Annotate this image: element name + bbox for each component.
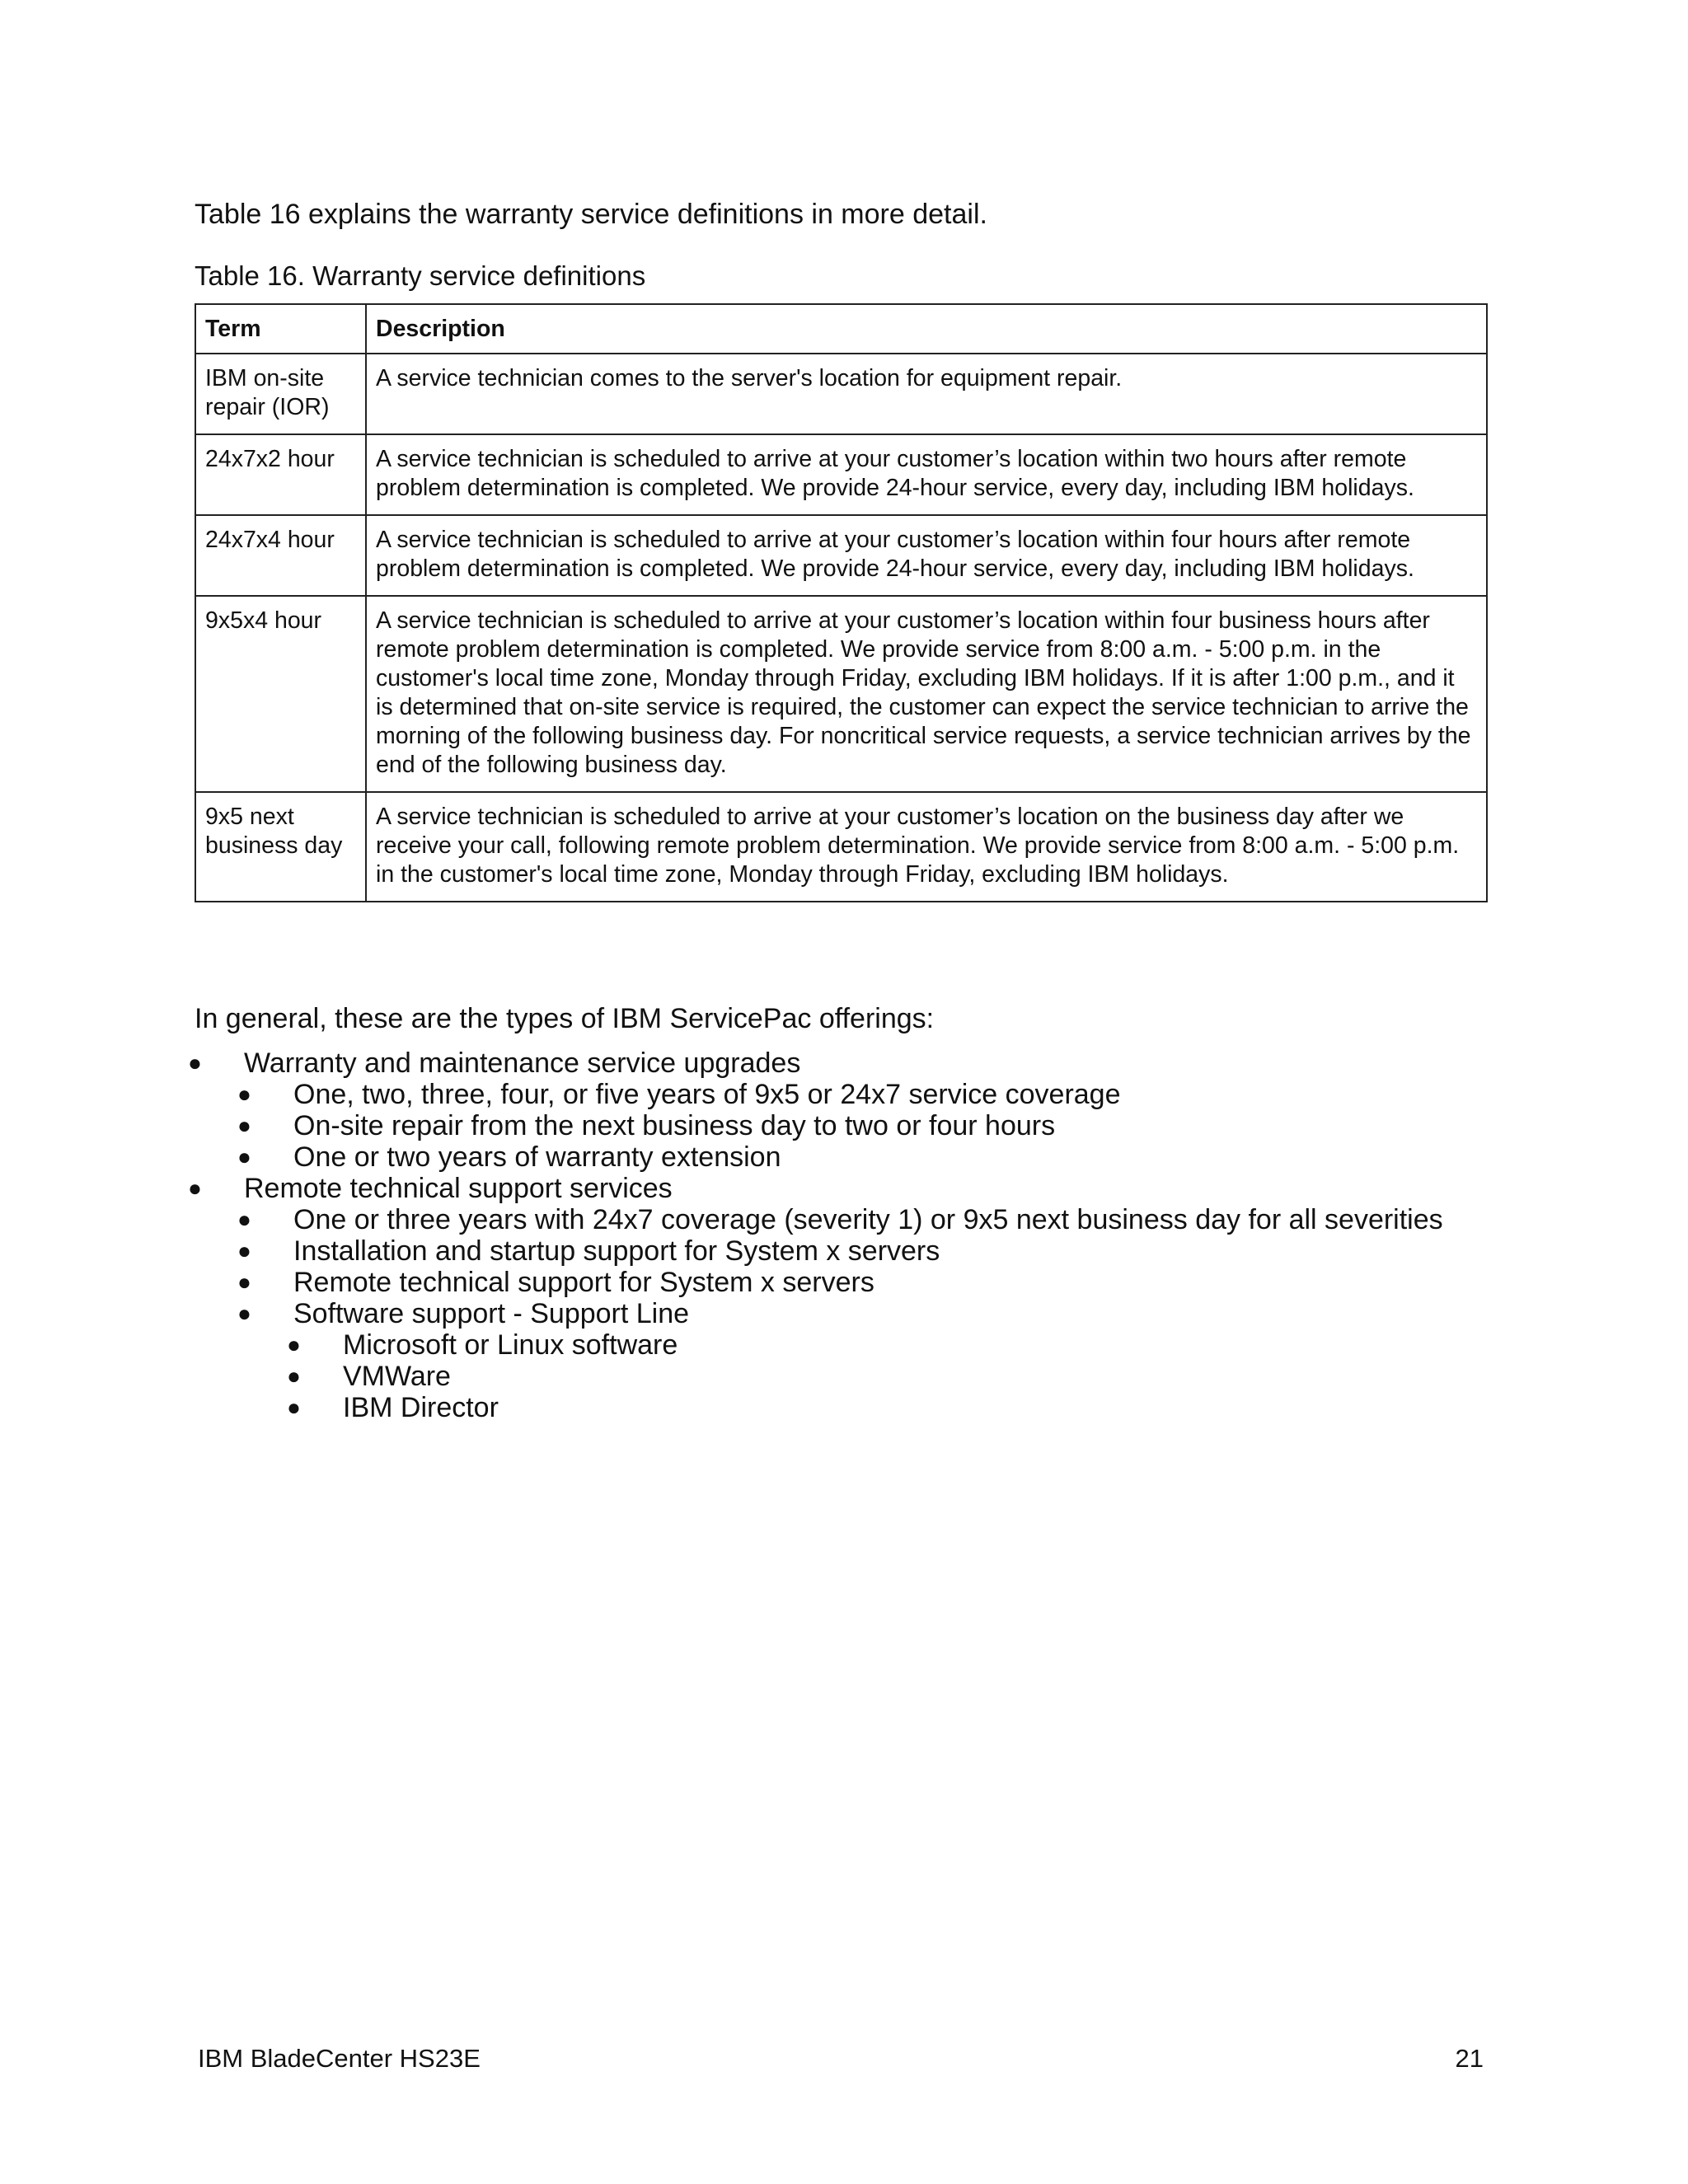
bullet-icon: ●	[188, 1050, 202, 1076]
list-item	[237, 1110, 1688, 1141]
table-row	[195, 354, 1487, 434]
footer-page-number: 21	[1455, 2044, 1484, 2073]
bullet-icon: ●	[287, 1394, 301, 1420]
description-cell: A service technician is scheduled to arrive at your customer’s location on the business day after we receive your call, following remote problem determination. We provide service from 8:00 a.m. - 5:00 p.m. in the customer's local time zone, Monday through Friday, excluding IBM holidays.	[366, 792, 1487, 902]
bullet-icon: ●	[237, 1144, 251, 1169]
item-text: Installation and startup support for System x servers	[293, 1235, 940, 1267]
column-header-description: Description	[366, 304, 1487, 354]
bullet-icon: ●	[287, 1332, 301, 1357]
item-text: VMWare	[343, 1361, 451, 1392]
term-cell: 9x5 next business day	[195, 792, 366, 902]
list-item	[237, 1235, 1688, 1267]
footer-document-title: IBM BladeCenter HS23E	[198, 2044, 481, 2073]
table-row	[195, 434, 1487, 515]
bullet-icon: ●	[237, 1301, 251, 1326]
term-cell: 9x5x4 hour	[195, 596, 366, 792]
offerings-list	[0, 1047, 1688, 1423]
item-text: One, two, three, four, or five years of 9x5 or 24x7 service coverage	[293, 1079, 1121, 1110]
bullet-icon: ●	[237, 1081, 251, 1107]
description-cell: A service technician is scheduled to arrive at your customer’s location within four hours after remote problem determination is completed. We provide 24-hour service, every day, including IBM holidays.	[366, 515, 1487, 596]
bullet-icon: ●	[188, 1175, 202, 1201]
list-item	[237, 1141, 1688, 1173]
table-row	[195, 792, 1487, 902]
item-text: Remote technical support for System x servers	[293, 1267, 874, 1298]
list-item	[287, 1392, 1688, 1423]
term-cell: IBM on-site repair (IOR)	[195, 354, 366, 434]
list-item	[237, 1267, 1688, 1298]
description-cell: A service technician comes to the server's location for equipment repair.	[366, 354, 1487, 434]
list-item	[237, 1298, 1688, 1423]
group-label: Remote technical support services	[244, 1173, 673, 1204]
bullet-icon: ●	[287, 1363, 301, 1389]
item-text: IBM Director	[343, 1392, 499, 1423]
group-label: Warranty and maintenance service upgrades	[244, 1047, 801, 1079]
term-cell: 24x7x4 hour	[195, 515, 366, 596]
warranty-definitions-table	[195, 303, 1488, 902]
item-text: One or two years of warranty extension	[293, 1141, 781, 1173]
bullet-icon: ●	[237, 1113, 251, 1138]
item-text: On-site repair from the next business day to two or four hours	[293, 1110, 1056, 1141]
table-caption: Table 16. Warranty service definitions	[195, 260, 646, 291]
description-cell: A service technician is scheduled to arrive at your customer’s location within four business hours after remote problem determination is completed. We provide service from 8:00 a.m. - 5:00 p.m. in the customer's local time zone, Monday through Friday, excluding IBM holidays. If it is after 1:00 p.m., and it is determined that on-site service is required, the customer can expect the service technician to arrive the morning of the following business day. For noncritical service requests, a service technician arrives by the end of the following business day.	[366, 596, 1487, 792]
list-item	[287, 1329, 1688, 1361]
list-item	[0, 1173, 1688, 1423]
item-text: Microsoft or Linux software	[343, 1329, 678, 1361]
bullet-icon: ●	[237, 1269, 251, 1295]
intro-paragraph: Table 16 explains the warranty service definitions in more detail.	[195, 199, 987, 230]
column-header-term: Term	[195, 304, 366, 354]
list-item	[0, 1047, 1688, 1173]
bullet-icon: ●	[237, 1207, 251, 1232]
bullet-icon: ●	[237, 1238, 251, 1263]
table-row	[195, 515, 1487, 596]
list-item	[237, 1079, 1688, 1110]
item-text: Software support - Support Line	[293, 1298, 690, 1329]
offerings-lead: In general, these are the types of IBM ServicePac offerings:	[195, 1003, 935, 1034]
table-row	[195, 596, 1487, 792]
table-header-row	[195, 304, 1487, 354]
description-cell: A service technician is scheduled to arrive at your customer’s location within two hours after remote problem determination is completed. We provide 24-hour service, every day, including IBM holidays.	[366, 434, 1487, 515]
list-item	[287, 1361, 1688, 1392]
item-text: One or three years with 24x7 coverage (severity 1) or 9x5 next business day for all severities	[293, 1204, 1443, 1235]
list-item	[237, 1204, 1688, 1235]
term-cell: 24x7x2 hour	[195, 434, 366, 515]
